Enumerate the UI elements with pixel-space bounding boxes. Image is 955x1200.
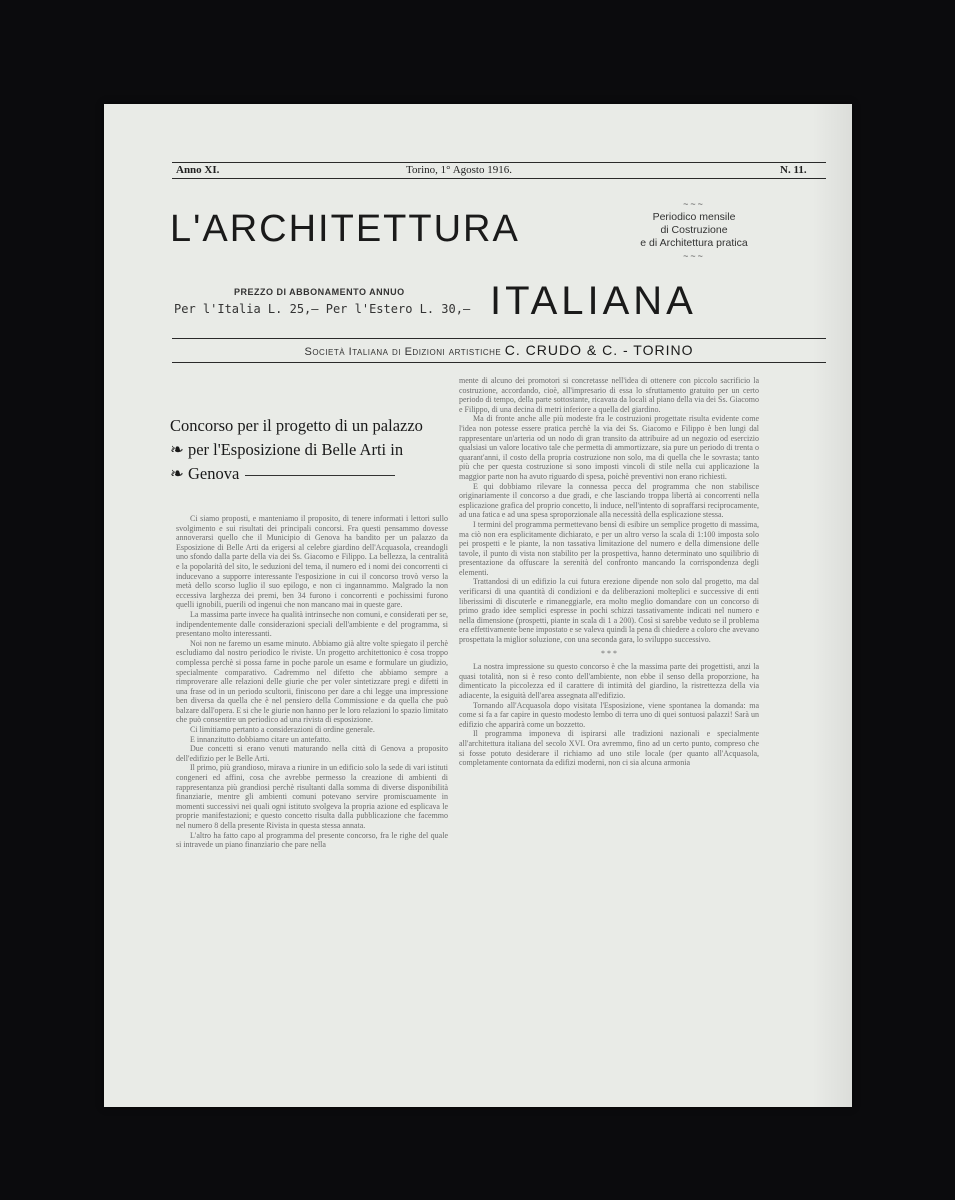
periodico-line2: di Costruzione xyxy=(660,224,728,236)
left-paragraph: Il primo, più grandioso, mirava a riunire in un edificio solo la sede di vari istituti congeneri ed affini, cosa che avrebbe permesso la creazione di ambienti di rappresentanza più grandiosi perchè risultanti dalla somma di diverse disponibilità finanziarie, mentre gli ambienti comuni potevano servire promiscuamente in momenti successivi nei quali ogni istituto svolgeva la propria azione ed esplicava le proprie manifestazioni; e questo concetto risulta dalla pubblicazione che facemmo nel numero 8 della presente Rivista in questa stessa annata. xyxy=(176,763,448,830)
magazine-page xyxy=(104,104,852,1107)
masthead-title-line1: L'ARCHITETTURA xyxy=(170,208,520,250)
right-paragraph: Tornando all'Acquasola dopo visitata l'Esposizione, viene spontanea la domanda: ma come si fa a far capire in questo modesto lembo di terra uno di quei sontuosi palazzi! Sarà un edifizio che apparirà come un bozzetto. xyxy=(459,700,759,729)
masthead-title-line2: ITALIANA xyxy=(490,279,697,323)
left-paragraph: Ci siamo proposti, e manteniamo il proposito, di tenere informati i lettori sullo svolgimento e sui risultati dei principali concorsi. Fra questi pensammo dovesse annoverarsi quello che il Municipio di Genova ha bandito per un palazzo da Esposizione di Belle Arti da erigersi al celebre giardino dell'Acquasola, creandogli uno sfondo dalla parte della via dei Ss. Giacomo e Filippo. La bellezza, la centralità e la popolarità del sito, le seduzioni del tema, il numero ed i nomi dei concorrenti ci inducevano a supporre interessante l'esposizione in cui il concorso trovò verso la metà dello scorso luglio il suo epilogo, e non ci ingannammo. Malgrado la non eccessiva larghezza dei premi, ben 34 furono i concorrenti e pochissimi furono quelli ignobili, puerili od ingenui che non mancano mai in queste gare. xyxy=(176,514,448,610)
ornament-top: ~~~ xyxy=(683,199,705,209)
right-paragraph: I termini del programma permettevano bensì di esibire un semplice progetto di massima, ma ciò non era esplicitamente dichiarato, e per un altro verso la scala di 1:100 imposta solo pei prospetti e le piante, la non tassativa limitazione del numero e della dimensione delle tavole, il punto di vista non stabilito per la prospettiva, hanno determinato uno squilibrio di presentazione da offuscare la serenità del confronto mancando la corrispondenza degli elementi. xyxy=(459,519,759,577)
left-paragraph: E innanzitutto dobbiamo citare un antefatto. xyxy=(190,734,331,744)
publisher-prefix: Società Italiana di Edizioni artistiche xyxy=(304,346,502,358)
left-paragraph: Due concetti si erano venuti maturando nella città di Genova a proposito dell'edifizio per le Belle Arti. xyxy=(176,744,448,763)
section-stars: * * * xyxy=(601,648,617,658)
publisher-rule-top xyxy=(172,338,826,339)
periodico-line3: e di Architettura pratica xyxy=(640,237,748,249)
periodico-line1: Periodico mensile xyxy=(652,211,736,223)
article-title-line2-wrap: ❧ per l'Esposizione di Belle Arti in xyxy=(170,440,404,459)
header-rule-bottom xyxy=(172,178,826,179)
periodico-block xyxy=(624,198,764,263)
article-column-left xyxy=(176,514,448,988)
article-title-line3-wrap: ❧ Genova xyxy=(170,462,460,486)
left-paragraph: La massima parte invece ha qualità intrinseche non comuni, e considerati per se, indipendentemente dalle considerazioni speciali dell'ambiente e del programma, si presentano molto interessanti. xyxy=(176,609,448,639)
article-title-line1: Concorso per il progetto di un palazzo xyxy=(170,416,423,435)
right-paragraph: Ma di fronte anche alle più modeste fra le costruzioni progettate risulta evidente come l'idea non potesse essere pratica perchè la via dei Ss. Giacomo e Filippo è ben lungi dal rappresentare un'arteria od un nodo di gran transito da attribuire ad un negozio od esercizio qualsiasi un valore locativo tale che permetta di ammortizzare, sia pure un periodo di trenta o quarant'anni, il costo della propria costruzione non solo, ma di quella che le sovrasta; tanto più che per questa costruzione si sono imposti vincoli di stile nella cui applicazione la maggior parte non ha avuto riguardo di spesa, poichè preventivi non erano richiesti. xyxy=(459,414,759,481)
right-paragraph: Il programma imponeva di ispirarsi alle tradizioni nazionali e specialmente all'architettura italiana del secolo XVI. Ora avremmo, fino ad un certo punto, compreso che si fosse potuto desiderare il richiamo ad uno stile locale (per quanto all'Acquasola, completamente contornata da edifizi moderni, non ci sia alcuna armonia xyxy=(459,729,759,768)
article-column-right xyxy=(459,376,759,986)
article-title-line2: per l'Esposizione di Belle Arti in xyxy=(187,440,404,459)
right-paragraph: La nostra impressione su questo concorso è che la massima parte dei progettisti, anzi la quasi totalità, non si è reso conto dell'ambiente, non ebbe il senso della proporzione, ha dimenticato la piccolezza ed il carattere di intimità del giardino, la ristrettezza della via adiacente, la esiguità dell'area assegnata all'edifizio. xyxy=(459,662,759,700)
publisher-name: C. CRUDO & C. - TORINO xyxy=(504,342,694,358)
right-paragraph: mente di alcuno dei promotori si concretasse nell'idea di ottenere con piccolo sacrificio la costruzione, accordando, cioè, all'impresario di essa lo sfruttamento gratuito per un certo periodo di tempo, della parte sottostante, ricavata da locali al piano della via dei Ss. Giacomo e Filippo, di una decina di metri inferiore a quella del giardino. xyxy=(459,376,759,414)
issue-year: Anno XI. xyxy=(176,164,220,176)
left-paragraph: Noi non ne faremo un esame minuto. Abbiamo già altre volte spiegato il perchè escludiamo dal nostro periodico le riviste. Un progetto architettonico è cosa troppo complessa perchè si possa farne in poche parole un esame e formulare un giudizio, specialmente comparativo. Cadremmo nel difetto che abbiamo sempre a rimproverare alle relazioni delle giurie che per voler sintetizzare pregi e difetti in una frase od in un periodo scultorii, finiscono per dare a chi legge una impressione ben diversa da quella che è nel pensiero della Commissione e da quella che può balzare dall'opera. E si che le giurie non hanno per le loro relazioni lo spazio limitato che può consentire un periodico ad una rivista di esposizione. xyxy=(176,638,448,725)
publisher-line xyxy=(172,342,826,358)
header-rule-top xyxy=(172,162,826,163)
right-paragraph: Trattandosi di un edifizio la cui futura erezione dipende non solo dal progetto, ma dal verificarsi di una quantità di condizioni e da deliberazioni molteplici e successive di enti liberissimi di discuterle e rimaneggiarle, era molto meglio domandare con un concorso di primo grado idee semplici espresse in pochi schizzi tassativamente indicati nel numero e nella dimensione (prospetti, piante in scala di 1 a 200). Così si sarebbe veduto se il problema era effettivamente bene impostato e se valeva quindi la pena di chiedere a coloro che avevano prospettata la miglior soluzione, con una seconda gara, lo sviluppo successivo. xyxy=(459,577,759,645)
article-title-line3: Genova xyxy=(187,464,240,483)
title-rule xyxy=(245,475,395,476)
issue-date: Torino, 1° Agosto 1916. xyxy=(406,164,512,176)
right-paragraph: E qui dobbiamo rilevare la connessa pecca del programma che non stabilisce originariamente il concorso a due gradi, e che lasciando troppa libertà ai concorrenti nella esplicazione grafica del proprio concetto, li induce, nell'intento di sopraffarsi reciprocamente, ad una fatica e ad una spesa sproporzionale alla necessità della esplicazione stessa. xyxy=(459,481,759,520)
price-line: Per l'Italia L. 25,— Per l'Estero L. 30,— xyxy=(174,302,471,316)
price-heading: PREZZO DI ABBONAMENTO ANNUO xyxy=(234,287,405,297)
left-paragraph: Ci limitiamo pertanto a considerazioni di ordine generale. xyxy=(190,725,375,735)
left-paragraph: L'altro ha fatto capo al programma del presente concorso, fra le righe del quale si intravede un piano finanziario che pare nella xyxy=(176,830,448,850)
publisher-rule-bottom xyxy=(172,362,826,363)
article-title xyxy=(170,414,460,486)
ornament-bottom: ~~~ xyxy=(683,251,705,261)
issue-number: N. 11. xyxy=(780,164,807,176)
